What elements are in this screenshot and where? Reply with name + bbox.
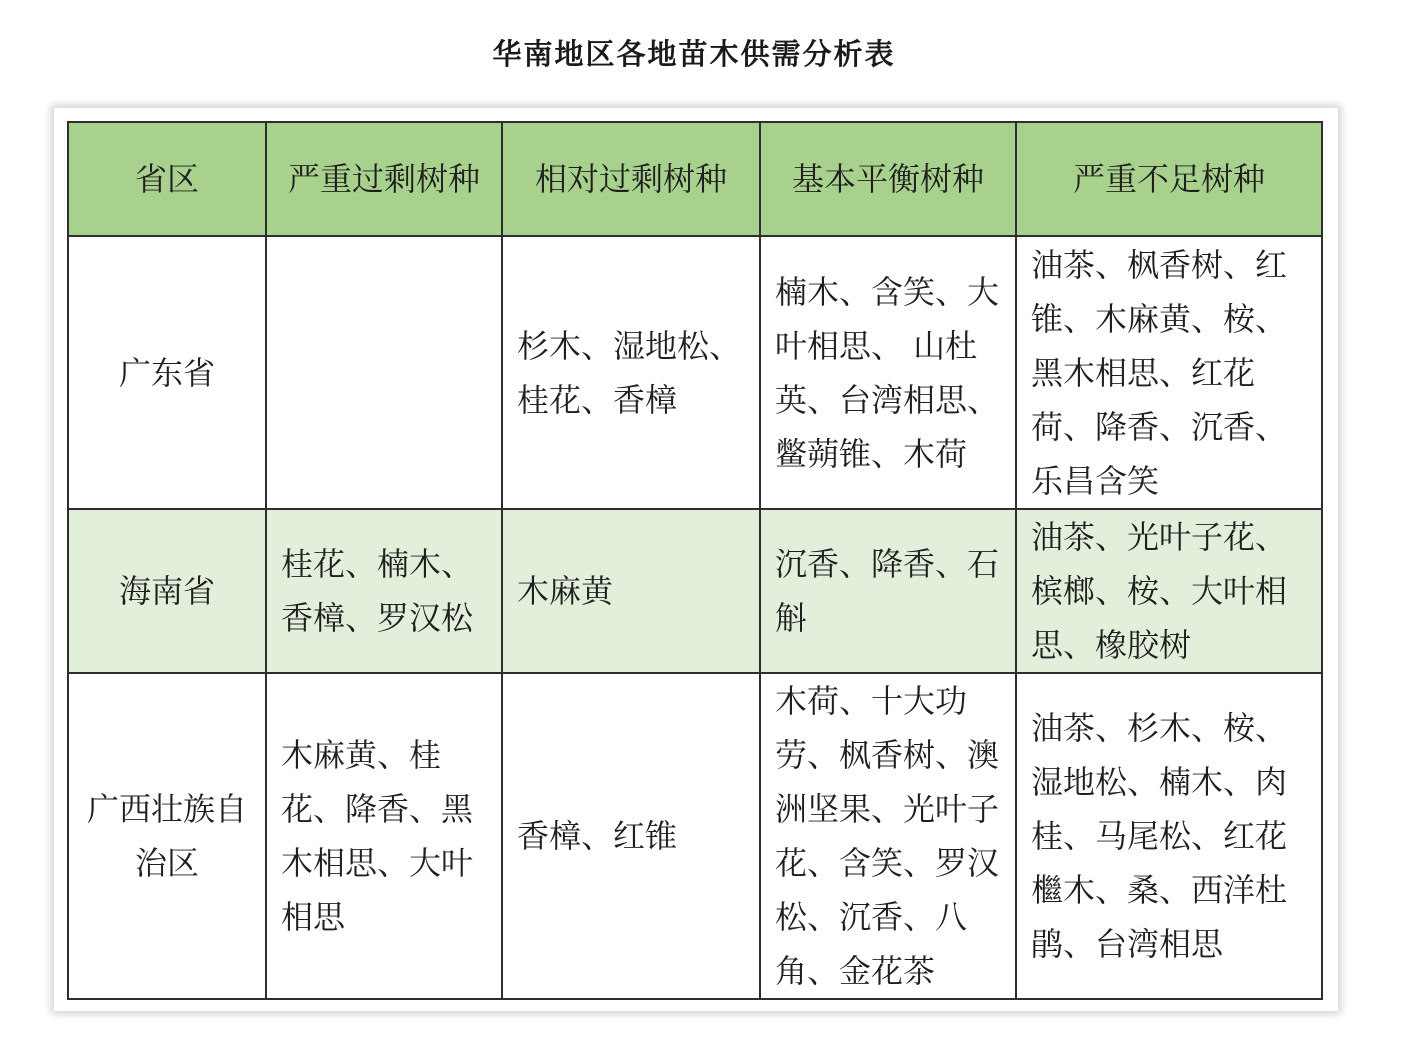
- severe-shortage-cell: 油茶、光叶子花、槟榔、桉、大叶相思、橡胶树: [1016, 509, 1322, 673]
- header-province: 省区: [68, 122, 266, 236]
- severe-surplus-cell: 木麻黄、桂花、降香、黑木相思、大叶相思: [266, 673, 502, 999]
- relative-surplus-cell: 香樟、红锥: [502, 673, 760, 999]
- relative-surplus-cell: 杉木、湿地松、桂花、香樟: [502, 236, 760, 509]
- severe-shortage-cell: 油茶、杉木、桉、湿地松、楠木、肉桂、马尾松、红花檵木、桑、西洋杜鹃、台湾相思: [1016, 673, 1322, 999]
- header-severe-surplus: 严重过剩树种: [266, 122, 502, 236]
- province-cell: 海南省: [68, 509, 266, 673]
- severe-shortage-cell: 油茶、枫香树、红锥、木麻黄、桉、黑木相思、红花荷、降香、沉香、乐昌含笑: [1016, 236, 1322, 509]
- severe-surplus-cell: 桂花、楠木、香樟、罗汉松: [266, 509, 502, 673]
- header-severe-shortage: 严重不足树种: [1016, 122, 1322, 236]
- relative-surplus-cell: 木麻黄: [502, 509, 760, 673]
- supply-demand-table: [67, 121, 1323, 1000]
- province-cell: 广西壮族自治区: [68, 673, 266, 999]
- balanced-cell: 沉香、降香、石斛: [760, 509, 1016, 673]
- balanced-cell: 楠木、含笑、大叶相思、 山杜英、台湾相思、鳖蒴锥、木荷: [760, 236, 1016, 509]
- header-relative-surplus: 相对过剩树种: [502, 122, 760, 236]
- table-row-hainan: [68, 509, 1322, 673]
- severe-surplus-cell: [266, 236, 502, 509]
- table-row-guangxi: [68, 673, 1322, 999]
- header-balanced: 基本平衡树种: [760, 122, 1016, 236]
- province-cell: 广东省: [68, 236, 266, 509]
- table-header-row: [68, 122, 1322, 236]
- table-row-guangdong: [68, 236, 1322, 509]
- page-title: 华南地区各地苗木供需分析表: [492, 37, 896, 71]
- balanced-cell: 木荷、十大功劳、枫香树、澳洲坚果、光叶子花、含笑、罗汉松、沉香、八角、金花茶: [760, 673, 1016, 999]
